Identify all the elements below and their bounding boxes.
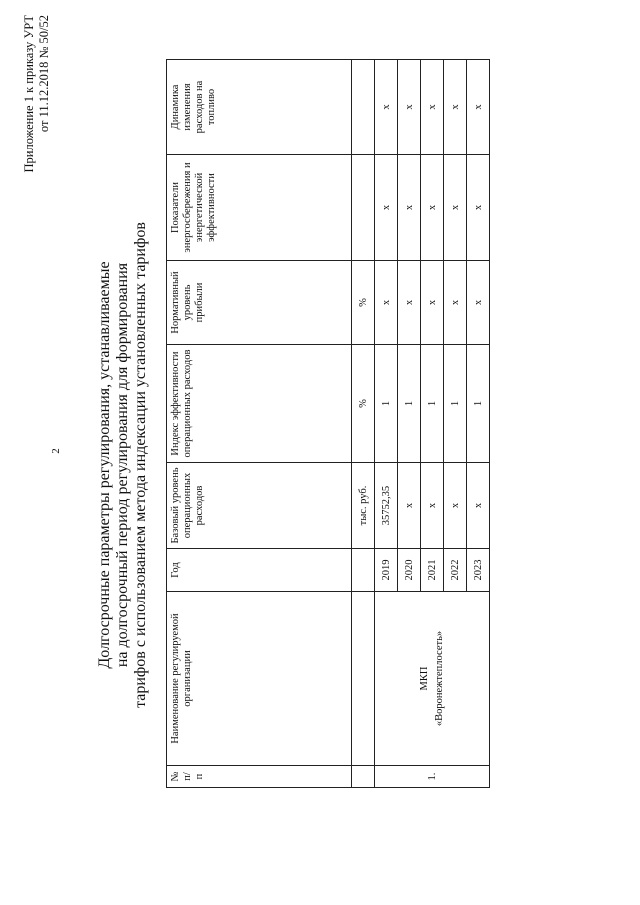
efficiency-index-cell: 1 xyxy=(444,345,467,463)
title-line-3: тарифов с использованием метода индексации установленных тарифов xyxy=(132,222,149,708)
document-title xyxy=(96,215,150,715)
units-row xyxy=(352,60,375,788)
efficiency-index-cell: 1 xyxy=(375,345,398,463)
title-line-1: Долгосрочные параметры регулирования, устанавливаемые xyxy=(96,261,113,669)
header-np: № п/п xyxy=(167,766,352,788)
organization-line-2: «Воронежтеплосеть» xyxy=(434,630,445,727)
efficiency-index-cell: 1 xyxy=(421,345,444,463)
fuel-dynamics-cell: x xyxy=(375,60,398,155)
year-cell: 2020 xyxy=(398,549,421,592)
parameters-table xyxy=(166,59,490,788)
energy-saving-cell: x xyxy=(467,155,490,261)
np-cell: 1. xyxy=(375,766,490,788)
base-opex-cell: x xyxy=(467,463,490,549)
profit-level-cell: x xyxy=(467,261,490,345)
header-profit-level: Нормативный уровень прибыли xyxy=(167,261,352,345)
header-organization: Наименование регулируемой организации xyxy=(167,592,352,766)
fuel-dynamics-cell: x xyxy=(444,60,467,155)
unit-cell: % xyxy=(352,261,375,345)
header-base-opex: Базовый уровень операционных расходов xyxy=(167,463,352,549)
base-opex-cell: x xyxy=(398,463,421,549)
base-opex-cell: x xyxy=(444,463,467,549)
unit-cell xyxy=(352,60,375,155)
energy-saving-cell: x xyxy=(398,155,421,261)
unit-cell xyxy=(352,549,375,592)
header-efficiency-index: Индекс эффективности операционных расходов xyxy=(167,345,352,463)
year-cell: 2019 xyxy=(375,549,398,592)
unit-cell xyxy=(352,155,375,261)
header-fuel-dynamics: Динамика изменения расходов на топливо xyxy=(167,60,352,155)
organization-cell xyxy=(375,592,490,766)
energy-saving-cell: x xyxy=(375,155,398,261)
energy-saving-cell: x xyxy=(421,155,444,261)
efficiency-index-cell: 1 xyxy=(467,345,490,463)
unit-cell: тыс. руб. xyxy=(352,463,375,549)
year-cell: 2023 xyxy=(467,549,490,592)
profit-level-cell: x xyxy=(421,261,444,345)
fuel-dynamics-cell: x xyxy=(467,60,490,155)
fuel-dynamics-cell: x xyxy=(421,60,444,155)
table-row xyxy=(375,60,398,788)
unit-cell: % xyxy=(352,345,375,463)
energy-saving-cell: x xyxy=(444,155,467,261)
organization-line-1: МКП xyxy=(419,666,430,691)
page-number: 2 xyxy=(49,448,62,454)
unit-cell xyxy=(352,766,375,788)
efficiency-index-cell: 1 xyxy=(398,345,421,463)
unit-cell xyxy=(352,592,375,766)
parameters-table-wrapper xyxy=(166,59,490,788)
base-opex-cell: 35752,35 xyxy=(375,463,398,549)
profit-level-cell: x xyxy=(444,261,467,345)
profit-level-cell: x xyxy=(375,261,398,345)
title-line-2: на долгосрочный период регулирования для формирования xyxy=(114,262,131,668)
header-year: Год xyxy=(167,549,352,592)
profit-level-cell: x xyxy=(398,261,421,345)
appendix-note xyxy=(22,15,52,215)
year-cell: 2021 xyxy=(421,549,444,592)
base-opex-cell: x xyxy=(421,463,444,549)
header-energy-saving: Показатели энергосбережения и энергетической эффективности xyxy=(167,155,352,261)
appendix-line-1: Приложение 1 к приказу УРТ xyxy=(22,15,36,173)
fuel-dynamics-cell: x xyxy=(398,60,421,155)
header-row xyxy=(167,60,352,788)
appendix-line-2: от 11.12.2018 № 50/52 xyxy=(37,15,51,133)
year-cell: 2022 xyxy=(444,549,467,592)
